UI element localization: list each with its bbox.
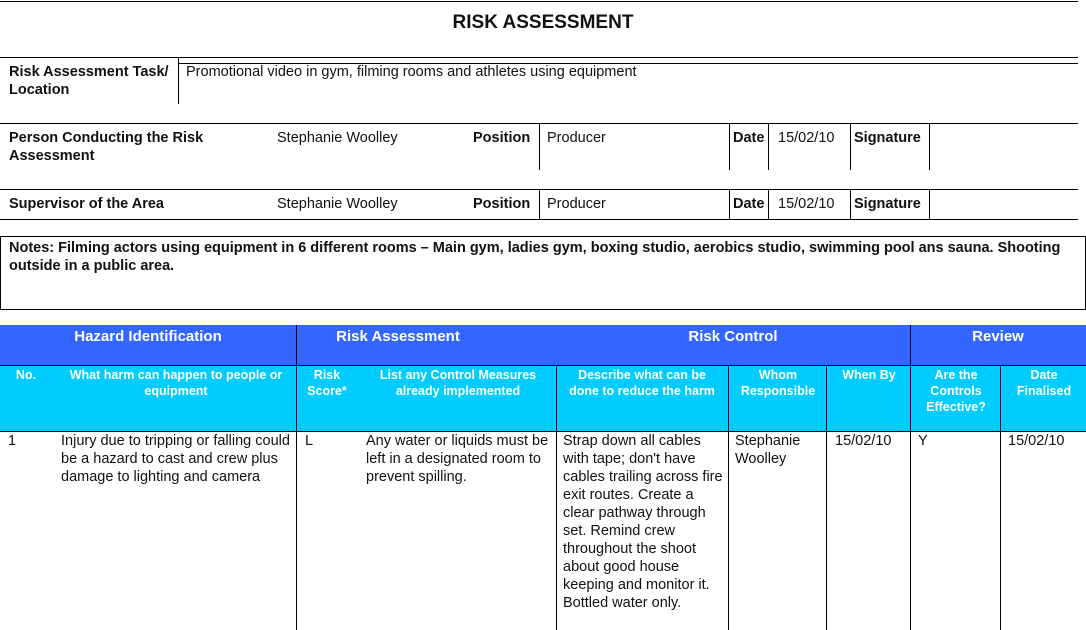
divider	[850, 123, 851, 170]
notes-text: Notes: Filming actors using equipment in 6 different rooms – Main gym, ladies gym, boxing studio, aerobics studio, swimming pool ans sauna. Shooting outside in a public area.	[9, 240, 1061, 274]
divider	[0, 1, 1078, 2]
supervisor-date: 15/02/10	[778, 196, 835, 212]
cell-risk-score: L	[305, 433, 314, 449]
position-label: Position	[473, 130, 531, 146]
supervisor-position: Producer	[547, 196, 606, 212]
col-date-finalised: Date Finalised	[1016, 368, 1072, 398]
divider	[768, 123, 769, 170]
divider	[768, 189, 769, 219]
col-whom-responsible: Whom Responsible	[740, 368, 816, 398]
divider	[539, 189, 540, 219]
position-label: Position	[473, 196, 531, 212]
cell-no: 1	[8, 433, 17, 449]
group-review: Review	[972, 328, 1024, 345]
person-name: Stephanie Woolley	[277, 130, 398, 146]
divider	[0, 365, 1086, 366]
col-harm: What harm can happen to people or equipment	[69, 368, 283, 398]
task-label: Risk Assessment Task/ Location	[9, 64, 169, 98]
col-no: No.	[15, 368, 37, 382]
person-signature-field[interactable]	[930, 128, 1080, 168]
notes-box	[0, 236, 1086, 310]
cell-date-finalised: 15/02/10	[1008, 433, 1065, 449]
divider	[178, 57, 179, 104]
divider	[910, 325, 911, 630]
col-reduce-harm: Describe what can be done to reduce the harm	[569, 368, 715, 398]
person-position: Producer	[547, 130, 606, 146]
cell-when-by: 15/02/10	[835, 433, 892, 449]
date-label: Date	[733, 196, 765, 212]
page-title: RISK ASSESSMENT	[452, 12, 634, 33]
divider	[729, 189, 730, 219]
task-value: Promotional video in gym, filming rooms and athletes using equipment	[186, 64, 637, 80]
divider	[728, 365, 729, 630]
date-label: Date	[733, 130, 765, 146]
signature-label: Signature	[854, 130, 921, 146]
supervisor-name: Stephanie Woolley	[277, 196, 398, 212]
divider	[0, 57, 1078, 58]
divider	[729, 123, 730, 170]
divider	[1000, 365, 1001, 630]
supervisor-signature-field[interactable]	[930, 191, 1080, 218]
person-label: Person Conducting the Risk Assessment	[9, 130, 204, 164]
group-risk-control: Risk Control	[688, 328, 778, 345]
group-risk-assessment: Risk Assessment	[336, 328, 460, 345]
col-when-by: When By	[842, 368, 896, 382]
divider	[556, 365, 557, 630]
signature-label: Signature	[854, 196, 921, 212]
divider	[850, 189, 851, 219]
divider	[826, 365, 827, 630]
cell-whom-responsible: Stephanie Woolley	[735, 433, 801, 467]
divider	[296, 325, 297, 630]
group-hazard-identification: Hazard Identification	[74, 328, 222, 345]
col-control-measures: List any Control Measures already implemented	[379, 368, 537, 398]
divider	[539, 123, 540, 170]
supervisor-label: Supervisor of the Area	[9, 196, 164, 212]
cell-reduce-harm: Strap down all cables with tape; don't have cables trailing across fire exit routes. Create a clear pathway through set. Remind crew throughout the shoot about good house keeping and monitor it. Bottled water only.	[563, 433, 723, 611]
cell-harm: Injury due to tripping or falling could be a hazard to cast and crew plus damage to lighting and camera	[61, 433, 290, 485]
cell-controls-effective: Y	[918, 433, 928, 449]
col-risk-score: Risk Score*	[307, 368, 347, 398]
cell-control-measures: Any water or liquids must be left in a designated room to prevent spilling.	[366, 433, 549, 485]
col-controls-effective: Are the Controls Effective?	[926, 368, 986, 414]
divider	[0, 219, 1078, 220]
person-date: 15/02/10	[778, 130, 835, 146]
